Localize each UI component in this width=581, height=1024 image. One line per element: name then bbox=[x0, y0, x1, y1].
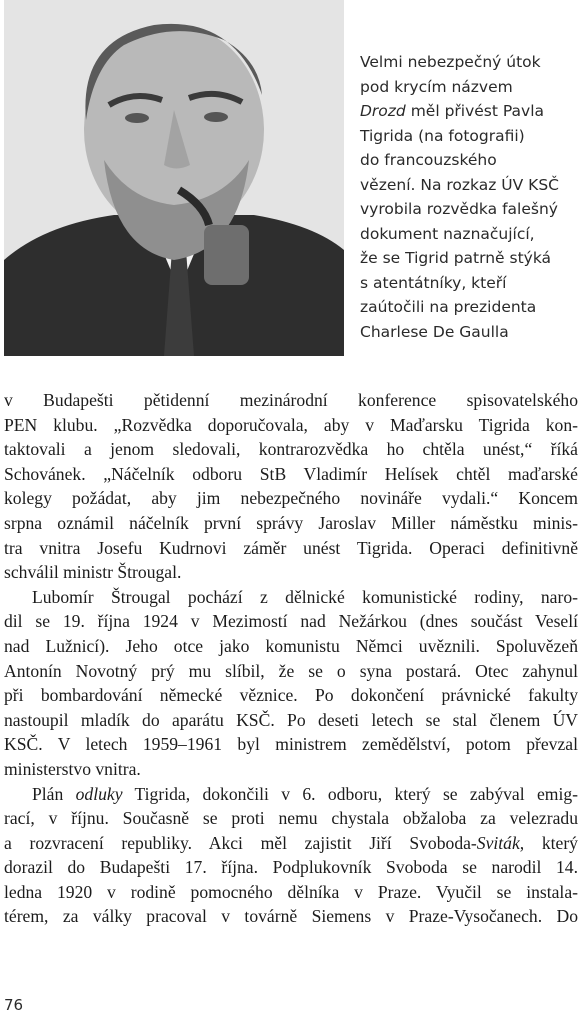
text-segment: Plán bbox=[32, 783, 76, 804]
text-line: ministerstvo vnitra. bbox=[4, 758, 141, 779]
text-line: KSČ. V letech 1959–1961 byl ministrem zemědělství, potom převzal bbox=[4, 734, 578, 755]
text-segment: a rozvracení republiky. Akci měl zajistit Jiří Svoboda- bbox=[4, 832, 477, 853]
emphasis: odluky bbox=[75, 783, 123, 804]
text-line: PEN klubu. „Rozvědka doporučovala, aby v Maďarsku Tigrida kon- bbox=[4, 414, 578, 435]
text-line: Schovánek. „Náčelník odboru StB Vladimír Helísek chtěl maďarské bbox=[4, 463, 578, 484]
text-segment: který bbox=[524, 832, 578, 853]
paragraph-1 bbox=[4, 388, 578, 585]
photo-caption bbox=[360, 50, 580, 344]
text-line: térem, za války pracoval v továrně Siemens v Praze-Vysočanech. Do bbox=[4, 906, 578, 927]
text-line: při bombardování německé věznice. Po dokončení právnické fakulty bbox=[4, 685, 578, 706]
caption-line bbox=[360, 99, 580, 124]
paragraph-2 bbox=[4, 585, 578, 782]
caption-line: vězení. Na rozkaz ÚV KSČ bbox=[360, 175, 560, 194]
portrait-image bbox=[4, 0, 344, 356]
caption-line: Velmi nebezpečný útok bbox=[360, 53, 541, 71]
portrait-photo bbox=[4, 0, 344, 356]
caption-line: s atentátníky, kteří bbox=[360, 273, 507, 292]
caption-line: vyrobila rozvědka falešný bbox=[360, 200, 558, 218]
emphasis: Sviták, bbox=[476, 832, 525, 853]
caption-line: zaútočili na prezidenta bbox=[360, 298, 537, 316]
text-line: nad Lužnicí). Jeho otce jako komunistu Němci uvěznili. Spoluvězeň bbox=[4, 635, 578, 656]
caption-text: měl přivést Pavla bbox=[405, 102, 545, 120]
text-segment: Tigrida, dokončili v 6. odboru, který se zabýval emig- bbox=[122, 783, 578, 804]
text-line: rací, v říjnu. Současně se proti nemu chystala obžaloba za velezradu bbox=[4, 808, 578, 829]
text-line: schválil ministr Štrougal. bbox=[4, 562, 182, 583]
caption-emphasis: Drozd bbox=[360, 102, 406, 120]
text-line: taktovali a jenom sledovali, kontrarozvědka ho chtěla unést,“ říká bbox=[4, 439, 578, 460]
text-line bbox=[4, 831, 578, 856]
paragraph-3 bbox=[4, 782, 578, 930]
text-line: ledna 1920 v rodině pomocného dělníka v Praze. Vyučil se instala- bbox=[4, 881, 578, 902]
caption-line: do francouzského bbox=[360, 151, 497, 169]
text-line: tra vnitra Josefu Kudrnovi záměr unést Tigrida. Operaci definitivně bbox=[4, 537, 578, 558]
text-line: Lubomír Štrougal pochází z dělnické komunistické rodiny, naro- bbox=[32, 586, 578, 607]
text-line: dil se 19. října 1924 v Mezimostí nad Nežárkou (dnes součást Veselí bbox=[4, 611, 578, 632]
page-number: 76 bbox=[4, 996, 24, 1014]
body-text bbox=[4, 388, 578, 929]
caption-line: Tigrida (na fotografii) bbox=[360, 126, 525, 145]
text-line: v Budapešti pětidenní mezinárodní konference spisovatelského bbox=[4, 390, 578, 410]
caption-line: že se Tigrid patrně stýká bbox=[360, 249, 552, 267]
caption-line: dokument naznačující, bbox=[360, 224, 535, 243]
caption-line: Charlese De Gaulla bbox=[360, 322, 509, 341]
text-line: dorazil do Budapešti 17. října. Podplukovník Svoboda se narodil 14. bbox=[4, 857, 578, 878]
text-line: kolegy požádat, aby jim nebezpečného novináře vydali.“ Koncem bbox=[4, 488, 578, 509]
caption-line: pod krycím názvem bbox=[360, 77, 513, 96]
text-line: Antonín Novotný prý mu slíbil, že se o syna postará. Otec zahynul bbox=[4, 660, 578, 681]
text-line bbox=[4, 782, 578, 807]
text-line: srpna oznámil náčelník první správy Jaroslav Miller náměstku minis- bbox=[4, 512, 578, 533]
text-line: nastoupil mladík do aparátu KSČ. Po deseti letech se stal členem ÚV bbox=[4, 709, 578, 730]
